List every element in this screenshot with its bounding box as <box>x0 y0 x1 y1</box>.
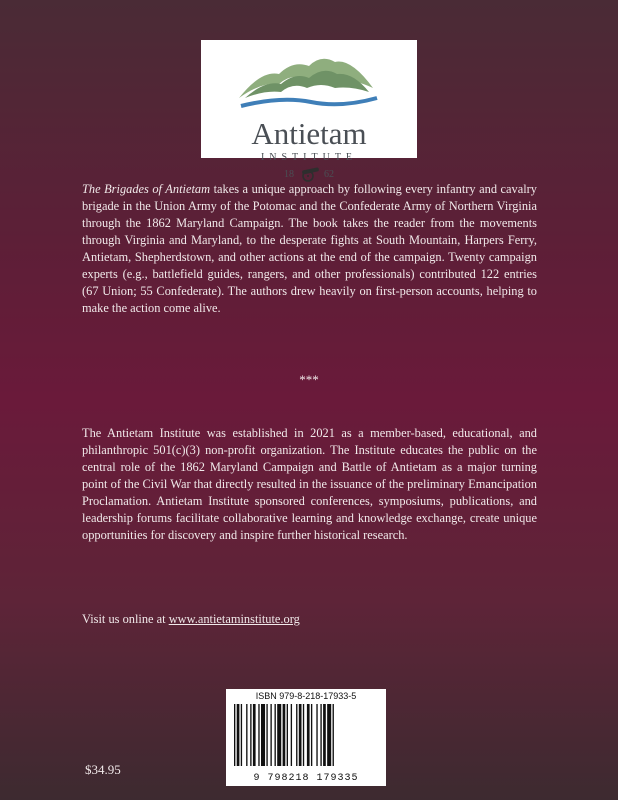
mountains-icon <box>201 40 417 120</box>
isbn-barcode <box>226 689 386 786</box>
cannon-icon <box>299 164 321 182</box>
price: $34.95 <box>85 762 121 777</box>
barcode-icon <box>234 704 378 766</box>
visit-prefix: Visit us online at <box>82 612 169 626</box>
book-title: The Brigades of Antietam <box>82 182 211 196</box>
isbn-label: ISBN 979-8-218-17933-5 <box>255 691 357 701</box>
website-link[interactable]: www.antietaminstitute.org <box>168 612 300 626</box>
visit-line <box>82 611 537 628</box>
logo-wordmark: Antietam <box>251 116 367 151</box>
institute-description: The Antietam Institute was established in 2021 as a member-based, educational, and philanthropic 501(c)(3) non-profit organization. The Institute educates the public on the central role of the 1862 Maryland Campaign and Battle of Antietam as a major turning point of the Civil War that directly resulted in the issuance of the preliminary Emancipation Proclamation. Antietam Institute sponsored conferences, symposiums, publications, and leadership forums facilitate collaborative learning and knowledge exchange, create unique opportunities for discovery and inspire further historical research. <box>82 426 537 542</box>
logo-year-right: 62 <box>324 169 334 180</box>
logo-year-left: 18 <box>284 169 294 180</box>
section-separator: *** <box>299 372 319 387</box>
book-description <box>82 181 537 317</box>
logo <box>201 40 417 180</box>
book-description-text: takes a unique approach by following every infantry and cavalry brigade in the Union Army of the Potomac and the Confederate Army of Northern Virginia through the 1862 Maryland Campaign. The book takes the reader from the movements through Virginia and Maryland, to the desperate fights at South Mountain, Harpers Ferry, Antietam, Shepherdstown, and other actions at the end of the campaign. Twenty campaign experts (e.g., battlefield guides, rangers, and other professionals) contributed 122 entries (67 Union; 55 Confederate). The authors drew heavily on first-person accounts, helping to make the action come alive. <box>82 182 537 315</box>
logo-subtitle: INSTITUTE <box>260 152 358 163</box>
isbn-digits: 9 798218 179335 <box>253 773 359 784</box>
